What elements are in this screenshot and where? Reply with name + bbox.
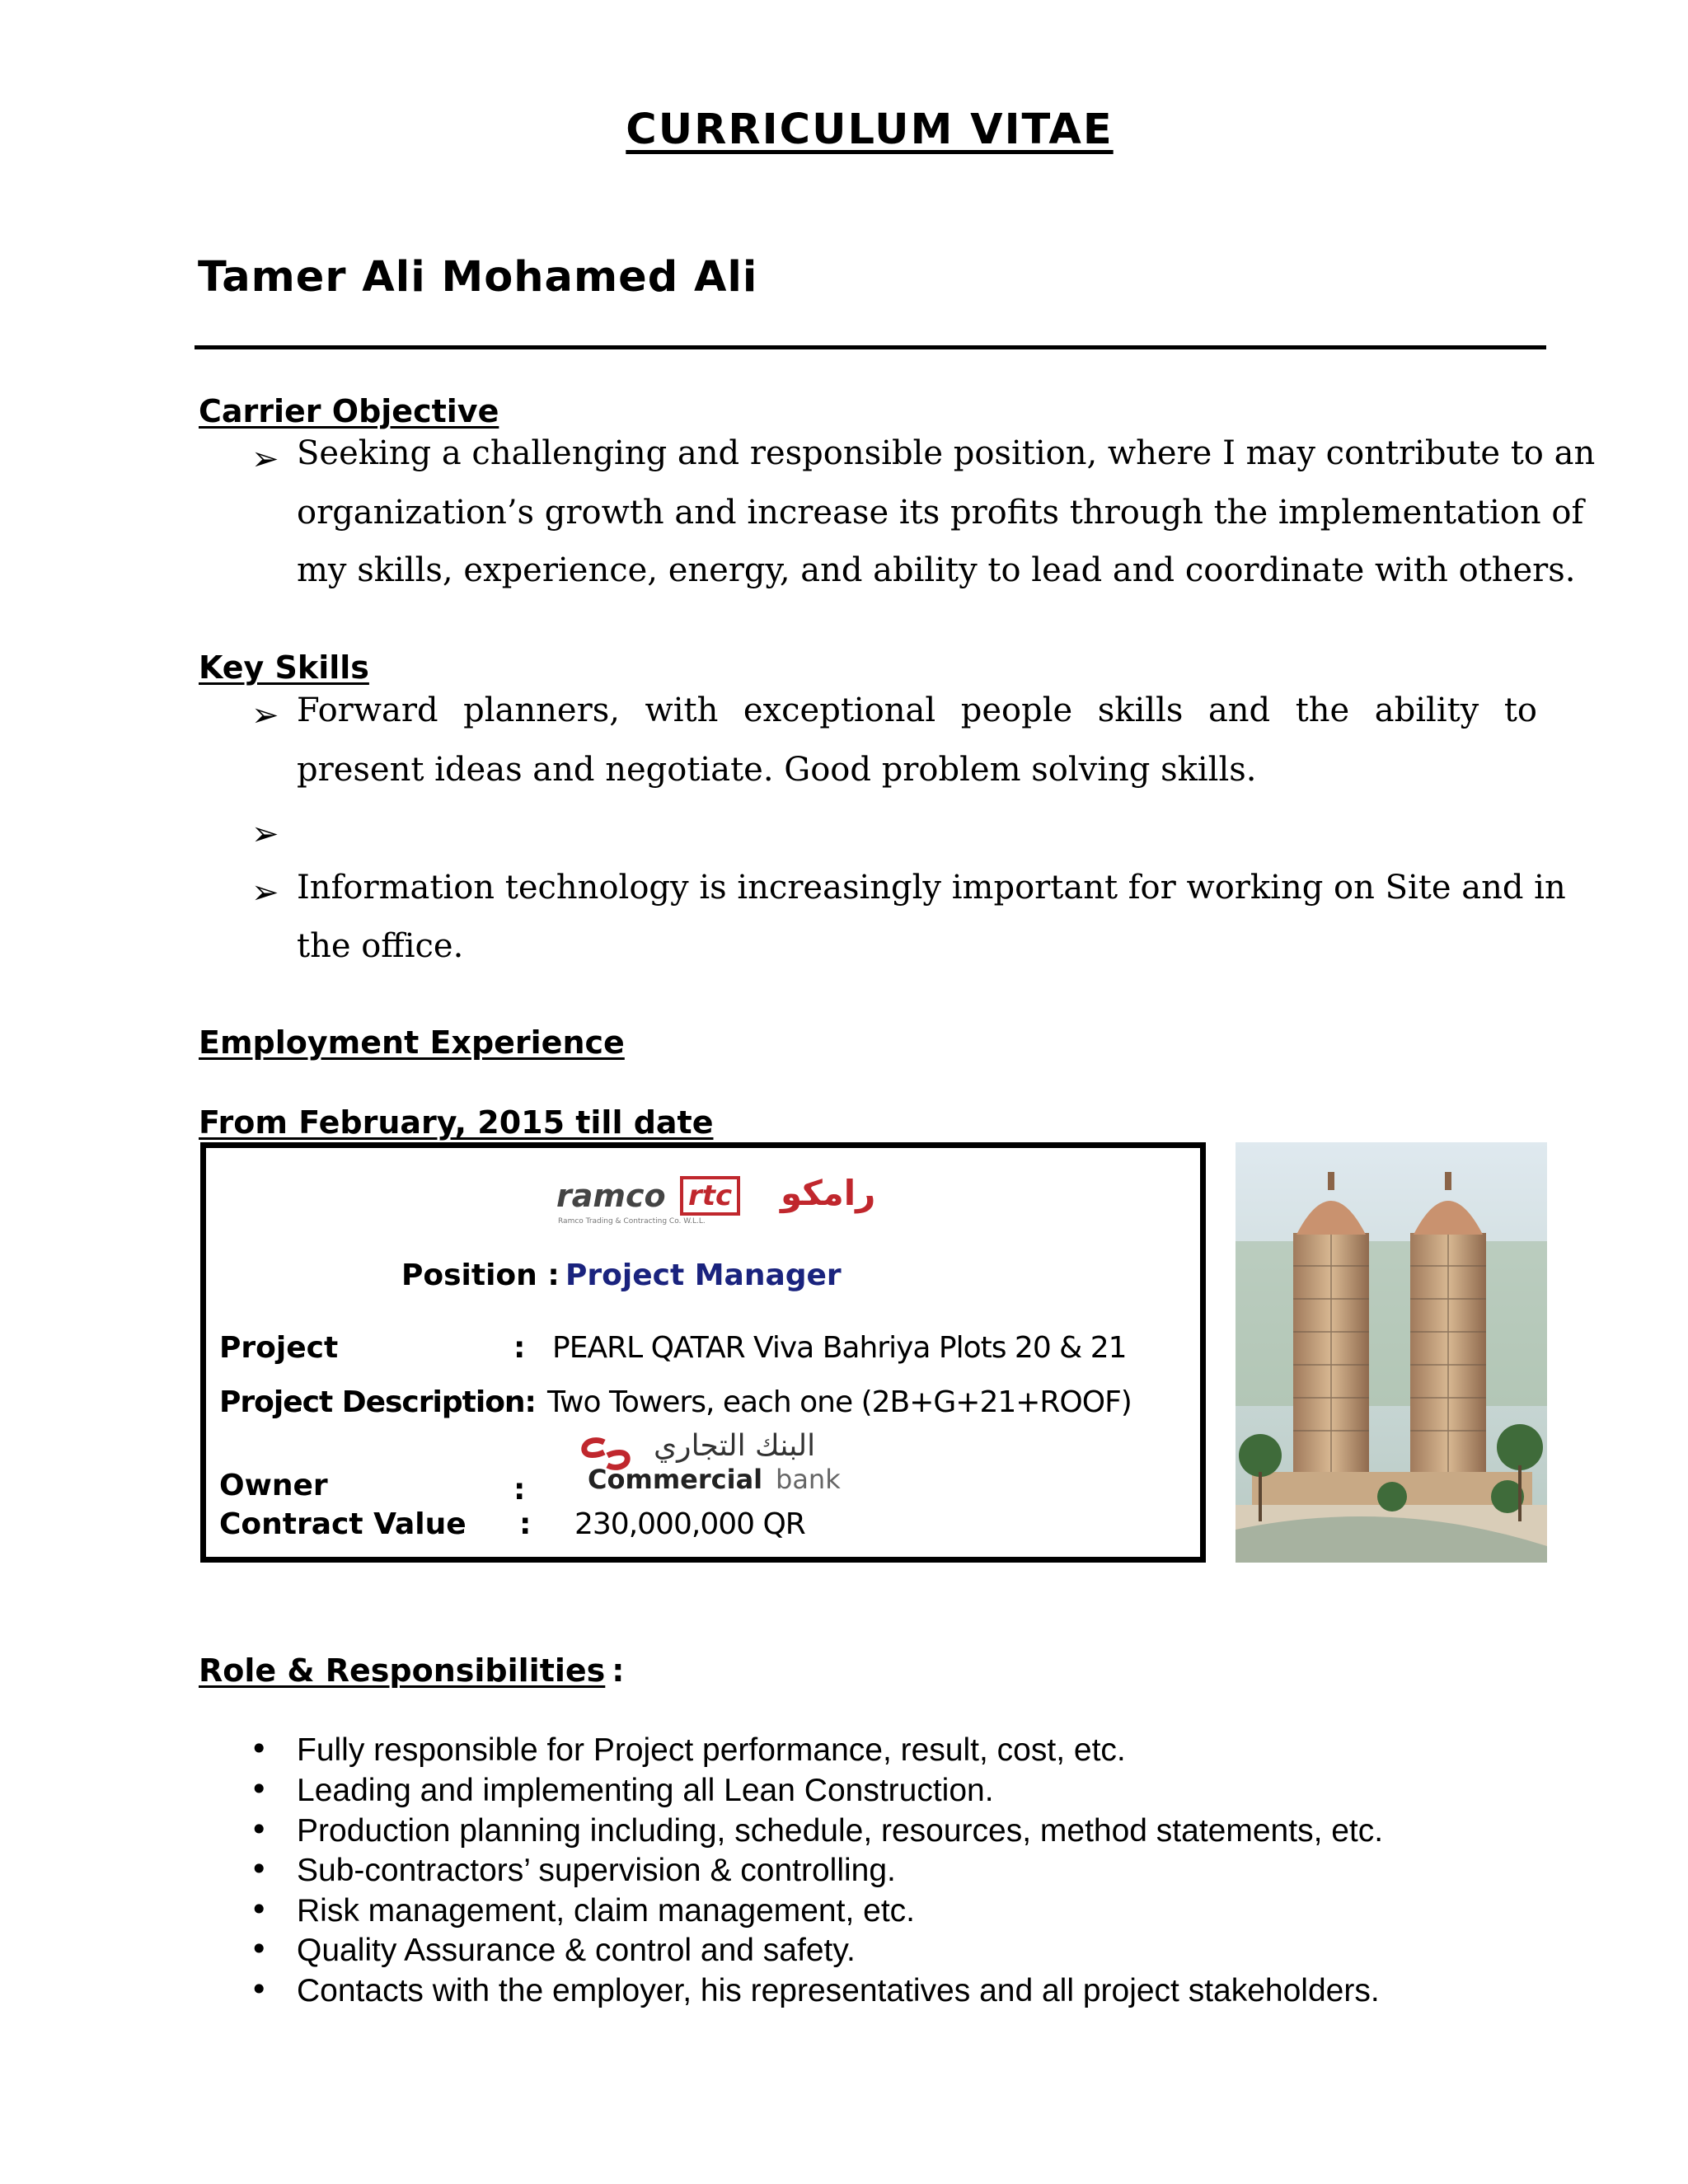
contract-label: Contract Value xyxy=(219,1507,467,1541)
document-title: CURRICULUM VITAE xyxy=(626,105,1114,154)
skill-1-line-1 xyxy=(297,691,1537,729)
owner-logo-latin-bold: Commercial xyxy=(588,1464,763,1495)
owner-colon: : xyxy=(513,1473,526,1507)
role-item: Leading and implementing all Lean Construction. xyxy=(297,1773,994,1808)
header-divider xyxy=(195,345,1546,349)
job-card xyxy=(200,1142,1206,1563)
company-logo xyxy=(556,1174,977,1232)
dot-bullet-icon: • xyxy=(250,1891,269,1928)
project-value: PEARL QATAR Viva Bahriya Plots 20 & 21 xyxy=(552,1331,1127,1365)
project-photo xyxy=(1236,1142,1547,1563)
dot-bullet-icon: • xyxy=(250,1771,269,1807)
arrow-bullet-icon: ➢ xyxy=(251,815,279,853)
company-logo-tagline: Ramco Trading & Contracting Co. W.L.L. xyxy=(558,1217,706,1226)
contract-value: 230,000,000 QR xyxy=(574,1507,805,1541)
role-item: Sub-contractors’ supervision & controlling. xyxy=(297,1853,896,1888)
company-logo-latin: ramco xyxy=(556,1178,666,1214)
project-colon: : xyxy=(513,1331,526,1365)
arrow-bullet-icon: ➢ xyxy=(251,440,279,478)
owner-logo-arabic: البنك التجاري xyxy=(654,1429,816,1463)
dot-bullet-icon: • xyxy=(250,1851,269,1887)
role-item: Quality Assurance & control and safety. xyxy=(297,1933,856,1968)
dot-bullet-icon: • xyxy=(250,1811,269,1848)
role-item: Production planning including, schedule, resources, method statements, etc. xyxy=(297,1813,1384,1849)
skill-3-line-2: the office. xyxy=(297,927,464,965)
dot-bullet-icon: • xyxy=(250,1931,269,1967)
objective-line-1-text: Seeking a challenging and responsible position, where I may contribute to an xyxy=(297,434,1596,472)
dot-bullet-icon: • xyxy=(250,1971,269,2008)
company-logo-box: rtc xyxy=(680,1176,740,1216)
roles-heading-text: Role & Responsibilities xyxy=(199,1652,606,1689)
skills-heading: Key Skills xyxy=(199,649,369,686)
objective-line-2 xyxy=(297,494,1584,532)
arrow-bullet-icon: ➢ xyxy=(251,874,279,912)
description-value: Two Towers, each one (2B+G+21+ROOF) xyxy=(547,1385,1132,1419)
towers-illustration xyxy=(1236,1142,1547,1563)
owner-label: Owner xyxy=(219,1469,328,1502)
dot-bullet-icon: • xyxy=(250,1731,269,1767)
contract-colon: : xyxy=(519,1507,532,1541)
employment-heading: Employment Experience xyxy=(199,1024,625,1061)
objective-heading: Carrier Objective xyxy=(199,393,499,429)
position-label: Position : xyxy=(401,1258,560,1292)
role-item: Risk management, claim management, etc. xyxy=(297,1893,915,1929)
skill-1-line-2: present ideas and negotiate. Good problem solving skills. xyxy=(297,751,1257,789)
owner-logo xyxy=(579,1429,934,1495)
skill-3-line-1 xyxy=(297,869,1566,907)
roles-heading xyxy=(199,1652,624,1689)
position-value: Project Manager xyxy=(565,1258,842,1292)
objective-line-2-text: organization’s growth and increase its profits through the implementation of xyxy=(297,494,1584,532)
candidate-name: Tamer Ali Mohamed Ali xyxy=(198,253,758,302)
description-label: Project Description: xyxy=(219,1385,536,1419)
roles-heading-suffix: : xyxy=(612,1652,625,1689)
project-label: Project xyxy=(219,1331,339,1365)
arrow-bullet-icon: ➢ xyxy=(251,696,279,734)
role-item: Contacts with the employer, his representatives and all project stakeholders. xyxy=(297,1973,1380,2008)
objective-line-1 xyxy=(297,434,1596,472)
employment-period: From February, 2015 till date xyxy=(199,1104,714,1141)
owner-logo-latin-light: bank xyxy=(776,1464,841,1495)
objective-line-3: my skills, experience, energy, and ability to lead and coordinate with others. xyxy=(297,551,1576,589)
role-item: Fully responsible for Project performance, result, cost, etc. xyxy=(297,1732,1126,1768)
skill-1-line-1-text: Forward planners, with exceptional people skills and the ability to xyxy=(297,691,1537,729)
skill-3-line-1-text: Information technology is increasingly important for working on Site and in xyxy=(297,869,1566,907)
company-logo-arabic: رامكو xyxy=(781,1173,876,1213)
